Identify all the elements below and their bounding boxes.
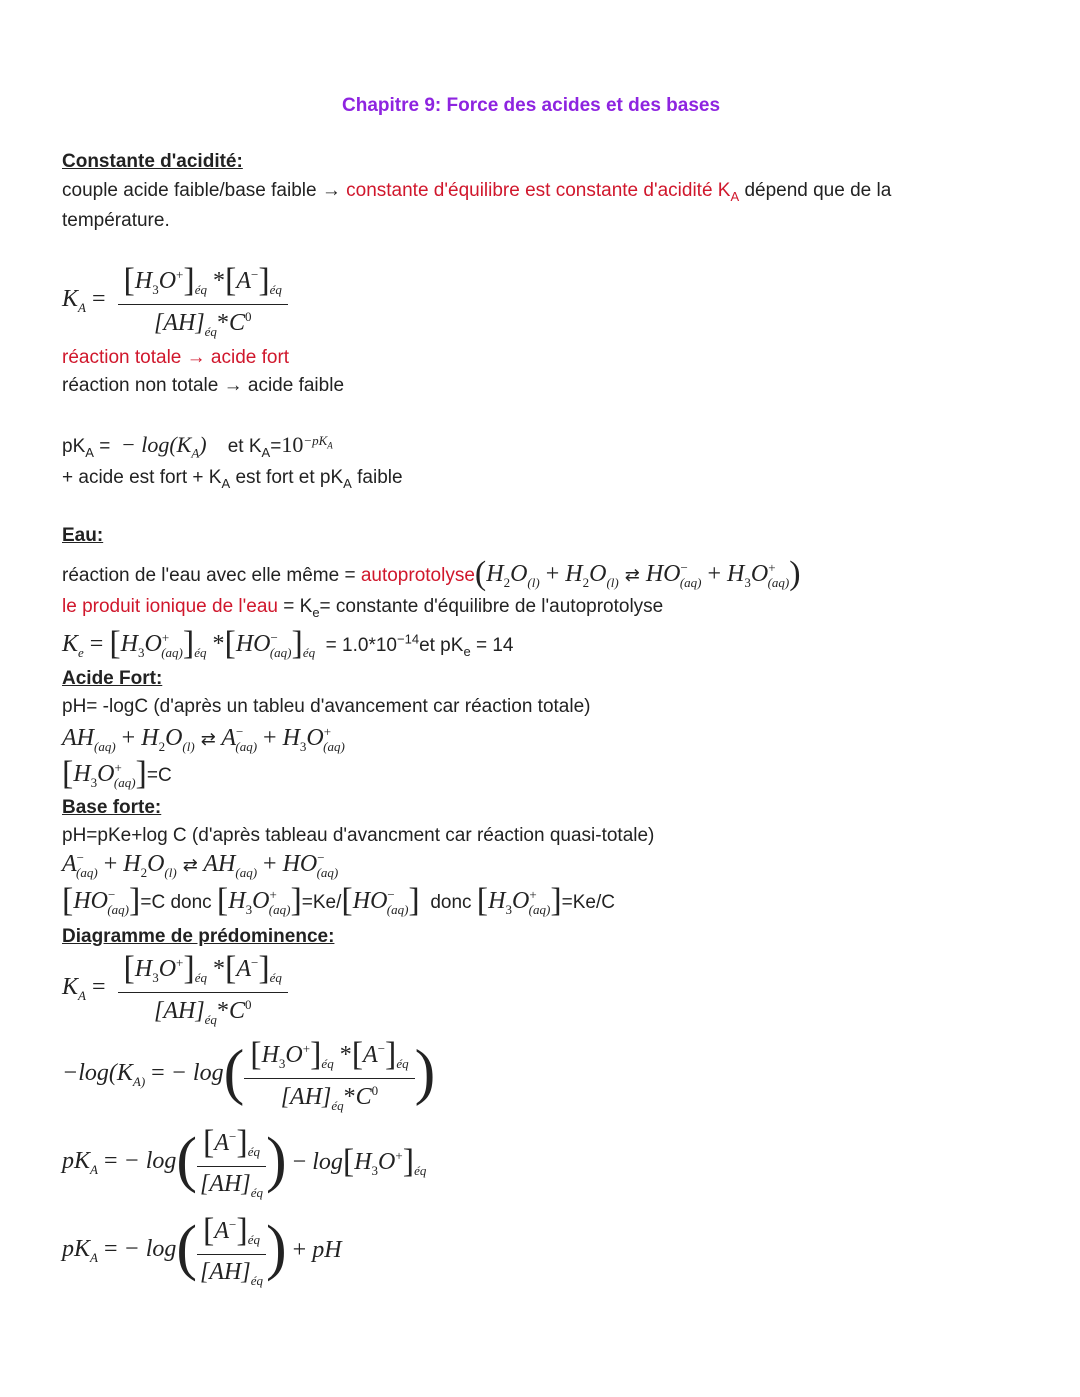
produit-ionique-line: le produit ionique de $l'eau = K_e=$ constante d'équilibre de l'autoprotolyse	[62, 596, 664, 620]
text-constante-red: constante d'équilibre est constante d'acidité $K_A$	[346, 180, 740, 204]
acide-fort-equation: $AH_{(aq)} + H_2O_{(l)}$ ⇄ $A^-_{(aq)} + H_3O^+_{(aq)}$	[62, 724, 345, 754]
text-depend: dépend que de la	[744, 180, 892, 201]
pka-formula-2: $pK_A$ = − log( $\frac{[A^-]_{éq}}{[AH]_{éq}}$ ) + pH	[62, 1212, 342, 1288]
page-title: Chapitre 9: Force des acides et des bases	[342, 95, 721, 116]
base-forte-ph: pH=pKe+log C (d'après tableau d'avancment car réaction quasi-totale)	[62, 825, 655, 846]
ka-formula-2: $K_A$ = $\frac{[H_3O^+]_{éq} *[A^-]_{éq}}{[AH]_{éq}*C^0}$	[62, 950, 288, 1028]
base-forte-concentrations: $[HO^-_{(aq)}]=C$ donc $[H_3O^+_{(aq)}]=Ke/[HO^-_{(aq)}]$ donc $[H_3O^+_{(aq)}]=Ke/C$	[62, 882, 615, 919]
pka-formula-1: $pK_A$ = − log( $\frac{[A^-]_{éq}}{[AH]_{éq}}$ ) − $\log[H_3O^+]_{éq}$	[62, 1124, 427, 1200]
ke-formula: $K_e = [H_3O^+_{(aq)}]_{éq}$ $*[HO^-_{(aq)}]_{éq} = 1.0*10^{-14}et$ $pK_e = 14$	[62, 625, 514, 662]
reaction-non-totale: réaction non totale → acide faible	[62, 375, 345, 396]
section-heading-acidite: Constante d'acidité:	[62, 151, 243, 172]
pka-comment: + acide est fort + $K_A$ est fort et $pK_A$ faible	[62, 467, 403, 491]
autoprotolyse-line: réaction de l'eau avec elle même = $autoprotolyse(H_2O_{(l)} + H_2O_{(l)}$ ⇄ $HO^-_{(aq)} + H_3O^+_{(aq)}$)	[62, 555, 801, 592]
base-forte-equation: $A^-_{(aq)} + H_2O_{(l)}$ ⇄ $AH_{(aq)} + HO^-_{(aq)}$	[62, 850, 339, 880]
log-ka-formula: $-\log(K_{A)}$ = − log( $\frac{[H_3O^+]_{éq} *[A^-]_{éq}}{[AH]_{éq}*C^0}$ )	[62, 1036, 436, 1113]
section-heading-diagramme: Diagramme de prédominence:	[62, 926, 335, 947]
section-heading-base-forte: Base forte:	[62, 797, 162, 818]
section-heading-acide-fort: Acide Fort:	[62, 668, 163, 689]
ka-formula-1: $K_A$ = $\frac{[H_3O^+]_{éq} *[A^-]_{éq}}{[AH]_{éq}*C^0}$	[62, 262, 288, 340]
reaction-totale: réaction totale → acide fort	[62, 347, 290, 368]
acidite-line-2: température.	[62, 210, 170, 231]
text-couple: couple acide faible/base faible →	[62, 180, 341, 201]
acide-fort-concentration: $[H_3O^+_{(aq)}]=C$	[62, 755, 172, 792]
acide-fort-ph: pH= -logC (d'après un tableu d'avancement car réaction totale)	[62, 696, 591, 717]
pka-definition: $pK_A$ = − $\log(K_A)$ et $K_A=10^{-pK_A}$	[62, 432, 333, 461]
acidite-line-1	[62, 180, 891, 204]
section-heading-eau: Eau:	[62, 525, 104, 546]
